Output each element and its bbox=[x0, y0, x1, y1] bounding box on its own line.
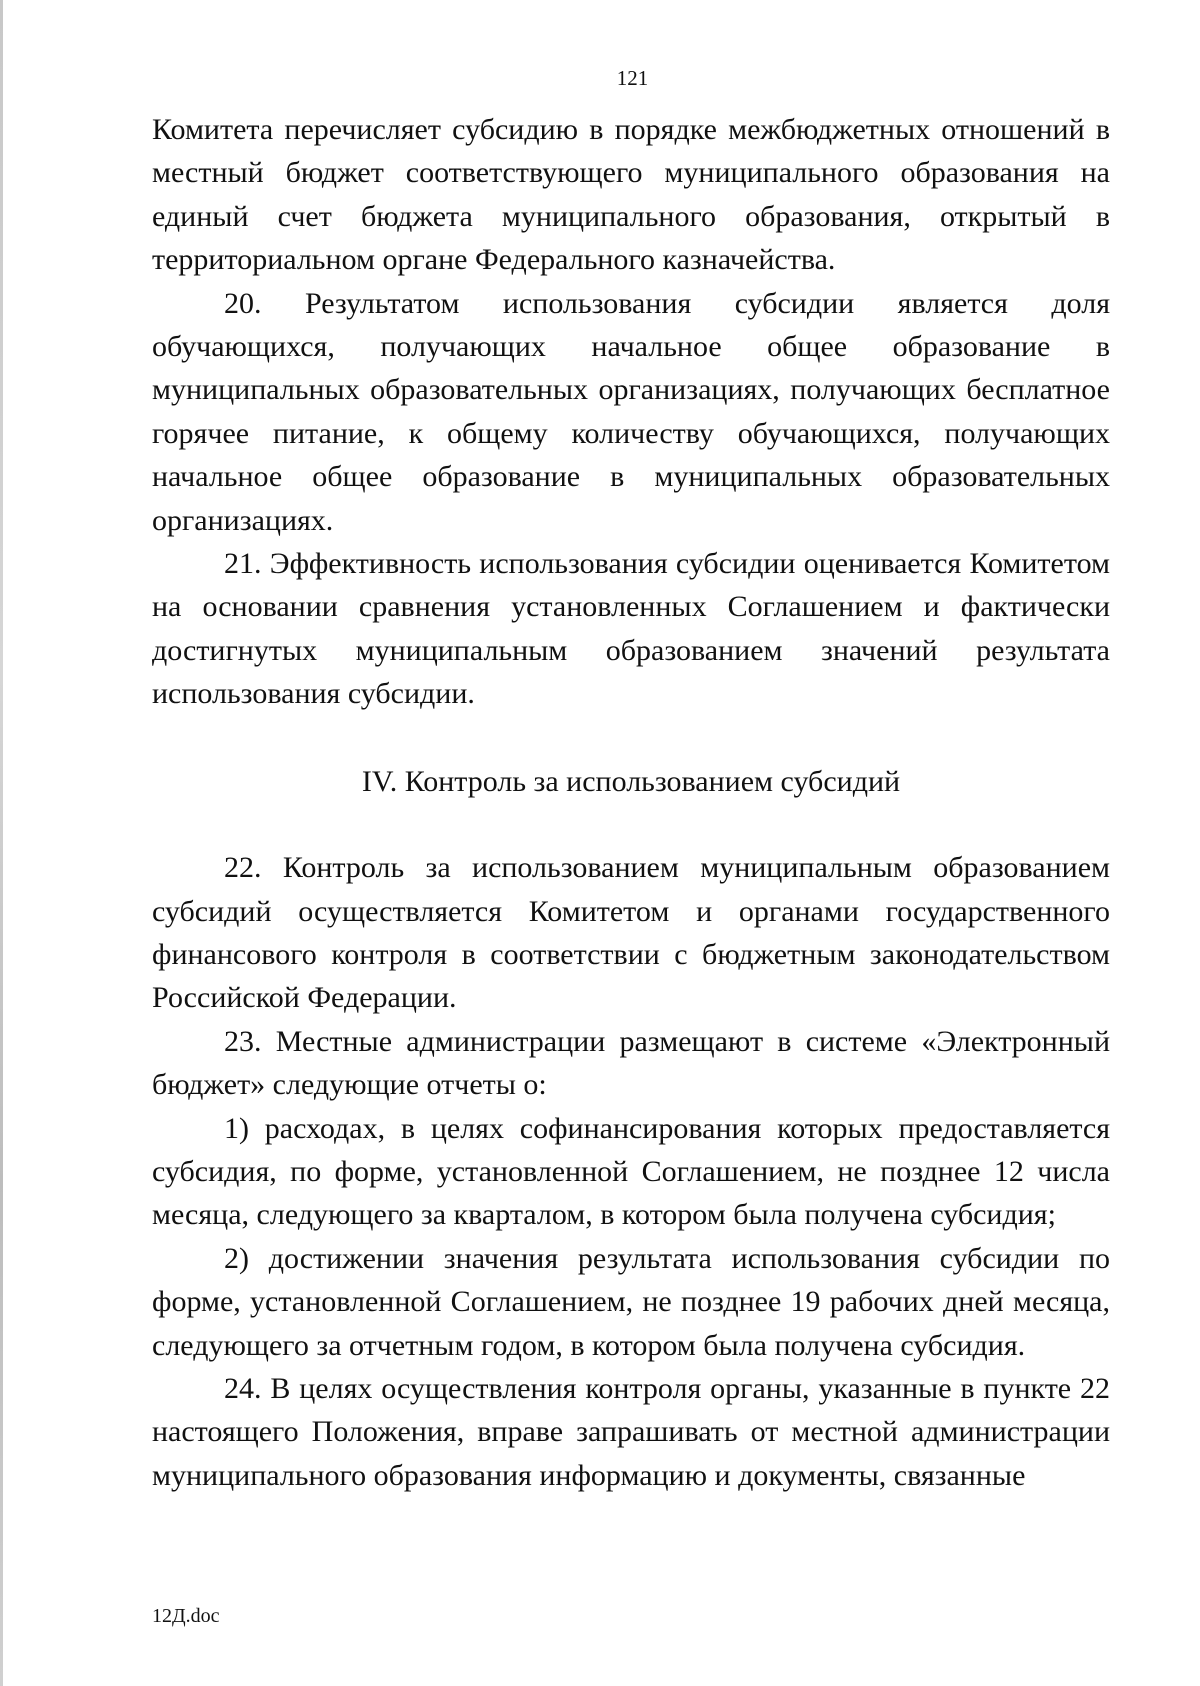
paragraph-24: 24. В целях осуществления контроля органы, указанные в пункте 22 настоящего Положения, вправе запрашивать от местной администрации муниципального образования информацию и документы, связанные bbox=[152, 1371, 1110, 1492]
scan-left-edge bbox=[0, 0, 3, 1686]
document-body bbox=[152, 108, 1110, 1497]
section-heading: IV. Контроль за использованием субсидий bbox=[361, 764, 901, 798]
paragraph-23-item-1: 1) расходах, в целях софинансирования которых предоставляется субсидия, по форме, установленной Соглашением, не позднее 12 числа месяца, следующего за кварталом, в котором была получена субсидия; bbox=[152, 1111, 1110, 1232]
paragraph-23: 23. Местные администрации размещают в системе «Электронный бюджет» следующие отчеты о: bbox=[152, 1024, 1110, 1102]
paragraph-22: 22. Контроль за использованием муниципальным образованием субсидий осуществляется Комитетом и органами государственного финансового контроля в соответствии с бюджетным законодательством Российской Федерации. bbox=[152, 851, 1110, 1015]
paragraph-21: 21. Эффективность использования субсидии оценивается Комитетом на основании сравнения установленных Соглашением и фактически достигнутых муниципальным образованием значений результата использования субсидии. bbox=[152, 547, 1110, 711]
paragraph-23-item-2: 2) достижении значения результата использования субсидии по форме, установленной Соглашением, не позднее 19 рабочих дней месяца, следующего за отчетным годом, в котором была получена субсидия. bbox=[152, 1241, 1110, 1362]
footer-filename: 12Д.doc bbox=[152, 1605, 220, 1627]
paragraph-20: 20. Результатом использования субсидии является доля обучающихся, получающих начальное общее образование в муниципальных образовательных организациях, получающих бесплатное горячее питание, к общему количеству обучающихся, получающих начальное общее образование в муниципальных образовательных организациях. bbox=[152, 286, 1110, 537]
paragraph-continuation: Комитета перечисляет субсидию в порядке межбюджетных отношений в местный бюджет соответствующего муниципального образования на единый счет бюджета муниципального образования, открытый в территориальном органе Федерального казначейства. bbox=[152, 113, 1110, 277]
page-number: 121 bbox=[616, 66, 649, 90]
